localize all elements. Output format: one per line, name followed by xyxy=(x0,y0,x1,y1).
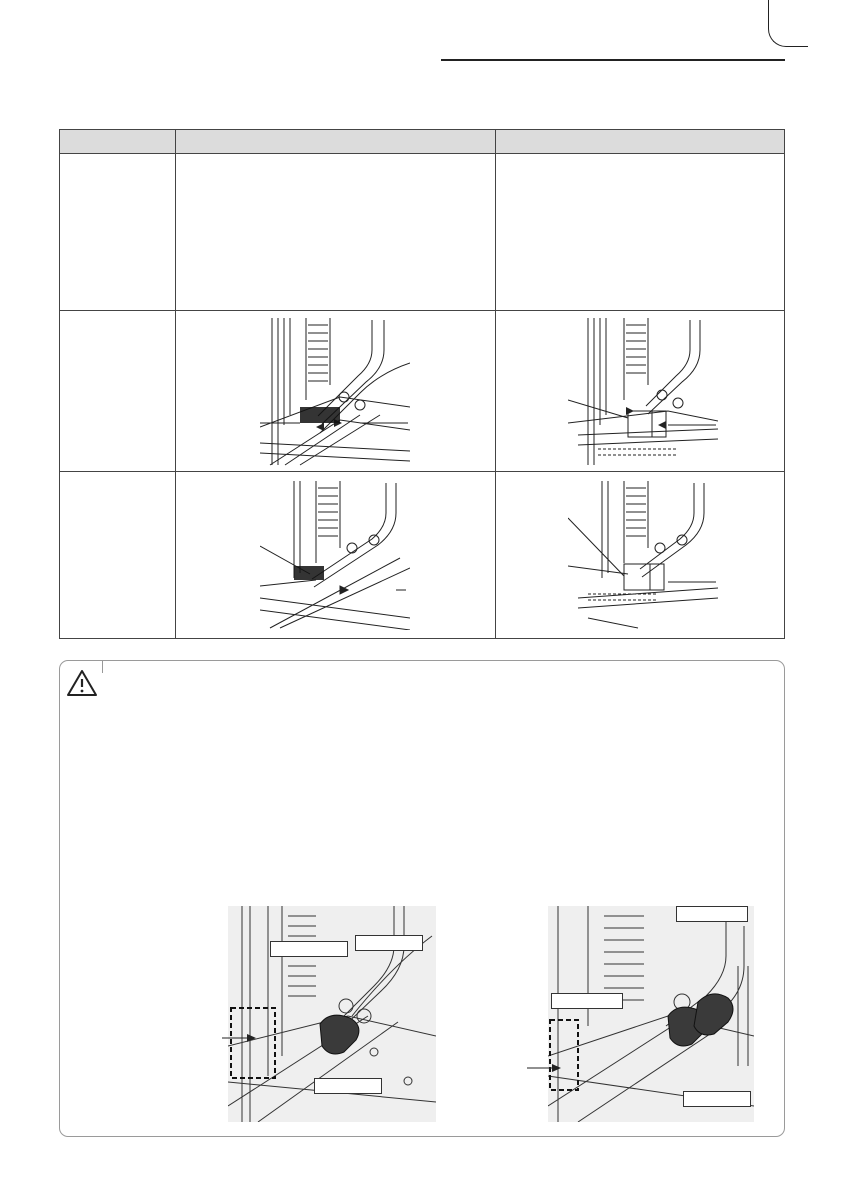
pipe-routing-diagram-a xyxy=(260,315,410,468)
photo-left-label xyxy=(355,935,423,951)
photo-right-label xyxy=(551,993,623,1009)
photo-right-label xyxy=(683,1091,751,1107)
page-corner-tab xyxy=(768,0,808,47)
pipe-routing-diagram-c xyxy=(260,478,410,630)
table-header xyxy=(60,130,784,154)
photo-right-label xyxy=(676,906,748,922)
table-row-divider xyxy=(60,310,784,311)
header-rule xyxy=(441,59,785,61)
pipe-routing-diagram-b xyxy=(568,315,718,468)
table-row-divider xyxy=(60,471,784,472)
photo-left-label xyxy=(270,941,348,957)
pipe-routing-diagram-d xyxy=(568,478,718,630)
caution-divider xyxy=(102,660,103,673)
table-divider xyxy=(175,130,176,638)
table-divider xyxy=(495,130,496,638)
photo-left-label xyxy=(314,1078,382,1094)
warning-triangle-icon xyxy=(66,669,98,697)
pointer-arrow-icon xyxy=(222,1032,256,1044)
pointer-arrow-icon xyxy=(527,1062,561,1074)
photo-right xyxy=(548,906,754,1122)
